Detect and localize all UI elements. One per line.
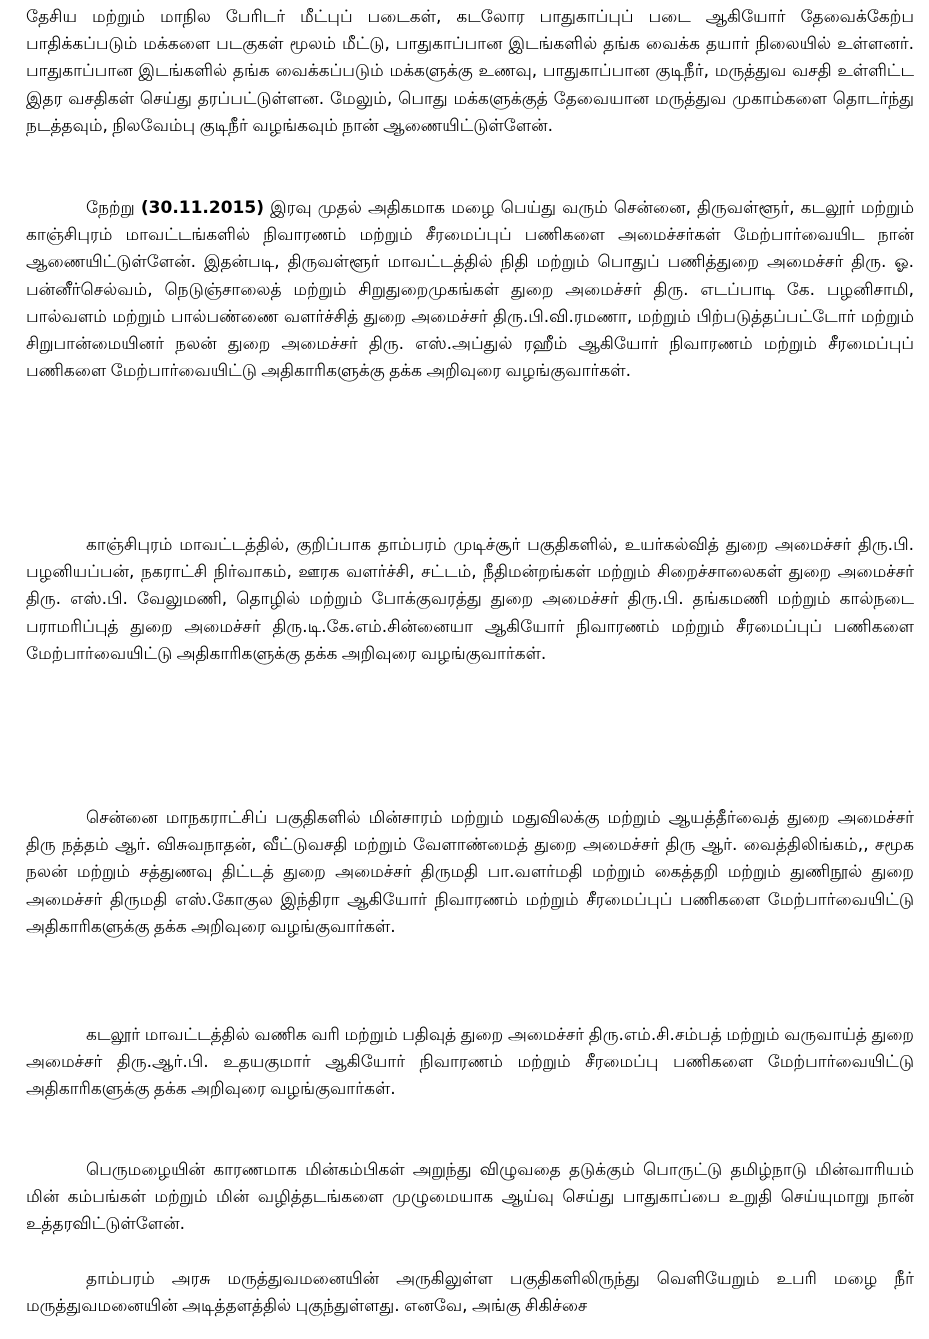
- paragraph-tambaram-hospital: [26, 1266, 914, 1320]
- paragraph-text: காஞ்சிபுரம் மாவட்டத்தில், குறிப்பாக தாம்பரம் முடிச்சூர் பகுதிகளில், உயர்கல்வித் துறை அமைச்சர் திரு.பி. பழனியப்பன், நகராட்சி நிர்வாகம், ஊரக வளர்ச்சி, சட்டம், நீதிமன்றங்கள் மற்றும் சிறைச்சாலைகள் துறை அமைச்சர் திரு. எஸ்.பி. வேலுமணி, தொழில் மற்றும் போக்குவரத்து துறை அமைச்சர் திரு.பி. தங்கமணி மற்றும் கால்நடை பராமரிப்புத் துறை அமைச்சர் திரு.டி.கே.எம்.சின்னையா ஆகியோர் நிவாரணம் மற்றும் சீரமைப்புப் பணிகளை மேற்பார்வையிட்டு அதிகாரிகளுக்கு தக்க அறிவுரை வழங்குவார்கள்.: [26, 535, 914, 664]
- paragraph-kanchipuram: [26, 532, 914, 668]
- paragraph-text: பெருமழையின் காரணமாக மின்கம்பிகள் அறுந்து விழுவதை தடுக்கும் பொருட்டு தமிழ்நாடு மின்வாரியம் மின் கம்பங்கள் மற்றும் மின் வழித்தடங்களை முழுமையாக ஆய்வு செய்து பாதுகாப்பை உறுதி செய்யுமாறு நான் உத்தரவிட்டுள்ளேன்.: [26, 1160, 914, 1235]
- paragraph-text: தாம்பரம் அரசு மருத்துவமனையின் அருகிலுள்ள பகுதிகளிலிருந்து வெளியேறும் உபரி மழை நீர் மருத்துவமனையின் அடித்தளத்தில் புகுந்துள்ளது. எனவே, அங்கு சிகிச்சை: [26, 1269, 914, 1317]
- paragraph-text: கடலூர் மாவட்டத்தில் வணிக வரி மற்றும் பதிவுத் துறை அமைச்சர் திரு.எம்.சி.சம்பத் மற்றும் வருவாய்த் துறை அமைச்சர் திரு.ஆர்.பி. உதயகுமார் ஆகியோர் நிவாரணம் மற்றும் சீரமைப்பு பணிகளை மேற்பார்வையிட்டு அதிகாரிகளுக்கு தக்க அறிவுரை வழங்குவார்கள்.: [26, 1025, 914, 1100]
- date-text: (30.11.2015): [140, 198, 264, 218]
- paragraph-text: இரவு முதல் அதிகமாக மழை பெய்து வரும் சென்னை, திருவள்ளூர், கடலூர் மற்றும் காஞ்சிபுரம் மாவட்டங்களில் நிவாரணம் மற்றும் சீரமைப்புப் பணிகளை அமைச்சர்கள் மேற்பார்வையிட நான் ஆணையிட்டுள்ளேன். இதன்படி, திருவள்ளூர் மாவட்டத்தில் நிதி மற்றும் பொதுப் பணித்துறை அமைச்சர் திரு. ஓ. பன்னீர்செல்வம், நெடுஞ்சாலைத் மற்றும் சிறுதுறைமுகங்கள் துறை அமைச்சர் திரு. எடப்பாடி கே. பழனிசாமி, பால்வளம் மற்றும் பால்பண்ணை வளர்ச்சித் துறை அமைச்சர் திரு.பி.வி.ரமணா, மற்றும் பிற்படுத்தப்பட்டோர் மற்றும் சிறுபான்மையினர் நலன் துறை அமைச்சர் திரு. எஸ்.அப்துல் ரஹீம் ஆகியோர் நிவாரணம் மற்றும் சீரமைப்புப் பணிகளை மேற்பார்வையிட்டு அதிகாரிகளுக்கு தக்க அறிவுரை வழங்குவார்கள்.: [26, 198, 915, 382]
- paragraph-text: தேசிய மற்றும் மாநில பேரிடர் மீட்புப் படைகள், கடலோர பாதுகாப்புப் படை ஆகியோர் தேவைக்கேற்ப பாதிக்கப்படும் மக்களை படகுகள் மூலம் மீட்டு, பாதுகாப்பான இடங்களில் தங்க வைக்க தயார் நிலையில் உள்ளனர். பாதுகாப்பான இடங்களில் தங்க வைக்கப்படும் மக்களுக்கு உணவு, பாதுகாப்பான குடிநீர், மருத்துவ வசதி உள்ளிட்ட இதர வசதிகள் செய்து தரப்பட்டுள்ளன. மேலும், பொது மக்களுக்குத் தேவையான மருத்துவ முகாம்களை தொடர்ந்து நடத்தவும், நிலவேம்பு குடிநீர் வழங்கவும் நான் ஆணையிட்டுள்ளேன்.: [26, 7, 914, 136]
- paragraph-ministers-supervision: [26, 195, 914, 385]
- paragraph-lead: நேற்று: [86, 198, 135, 218]
- paragraph-cuddalore: [26, 1022, 914, 1104]
- paragraph-electricity-board: [26, 1157, 914, 1239]
- paragraph-text: சென்னை மாநகராட்சிப் பகுதிகளில் மின்சாரம் மற்றும் மதுவிலக்கு மற்றும் ஆயத்தீர்வைத் துறை அமைச்சர் திரு நத்தம் ஆர். விசுவநாதன், வீட்டுவசதி மற்றும் வேளாண்மைத் துறை அமைச்சர் திரு ஆர். வைத்திலிங்கம்,, சமூக நலன் மற்றும் சத்துணவு திட்டத் துறை அமைச்சர் திருமதி பா.வளர்மதி மற்றும் கைத்தறி மற்றும் துணிநூல் துறை அமைச்சர் திருமதி எஸ்.கோகுல இந்திரா ஆகியோர் நிவாரணம் மற்றும் சீரமைப்புப் பணிகளை மேற்பார்வையிட்டு அதிகாரிகளுக்கு தக்க அறிவுரை வழங்குவார்கள்.: [26, 808, 914, 937]
- paragraph-rescue-forces: [26, 4, 914, 140]
- paragraph-chennai-corporation: [26, 805, 914, 941]
